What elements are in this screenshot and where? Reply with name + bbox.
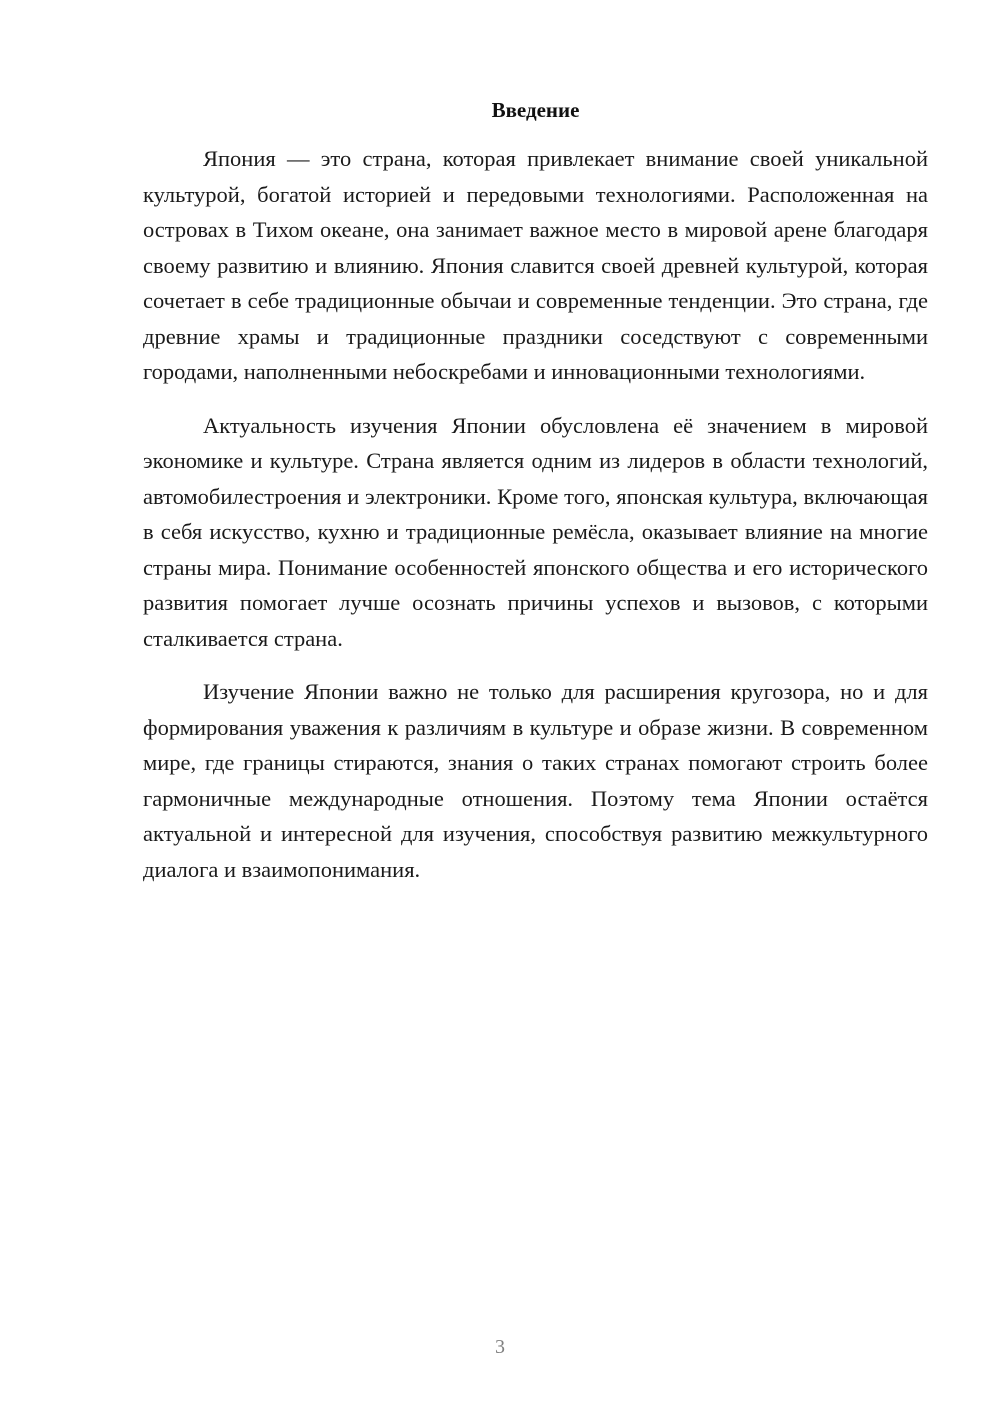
paragraph-conclusion: Изучение Японии важно не только для расширения кругозора, но и для формирования уважения к различиям в культуре и образе жизни. В современном мире, где границы стираются, знания о таких странах помогают строить более гармоничные международные отношения. Поэтому тема Японии остаётся актуальной и интересной для изучения, способствуя развитию межкультурного диалога и взаимопонимания. bbox=[143, 679, 928, 882]
page-content bbox=[143, 92, 928, 905]
page-number: 3 bbox=[495, 1336, 505, 1358]
paragraph-intro: Япония — это страна, которая привлекает внимание своей уникальной культурой, богатой историей и передовыми технологиями. Расположенная на островах в Тихом океане, она занимает важное место в мировой арене благодаря своему развитию и влиянию. Япония славится своей древней культурой, которая сочетает в себе традиционные обычаи и современные тенденции. Это страна, где древние храмы и традиционные праздники соседствуют с современными городами, наполненными небоскребами и инновационными технологиями. bbox=[143, 146, 928, 384]
section-heading: Введение bbox=[491, 98, 580, 122]
paragraph-relevance: Актуальность изучения Японии обусловлена её значением в мировой экономике и культуре. Страна является одним из лидеров в области технологий, автомобилестроения и электроники. Кроме того, японская культура, включающая в себя искусство, кухню и традиционные ремёсла, оказывает влияние на многие страны мира. Понимание особенностей японского общества и его исторического развития помогает лучше осознать причины успехов и вызовов, с которыми сталкивается страна. bbox=[143, 412, 928, 651]
